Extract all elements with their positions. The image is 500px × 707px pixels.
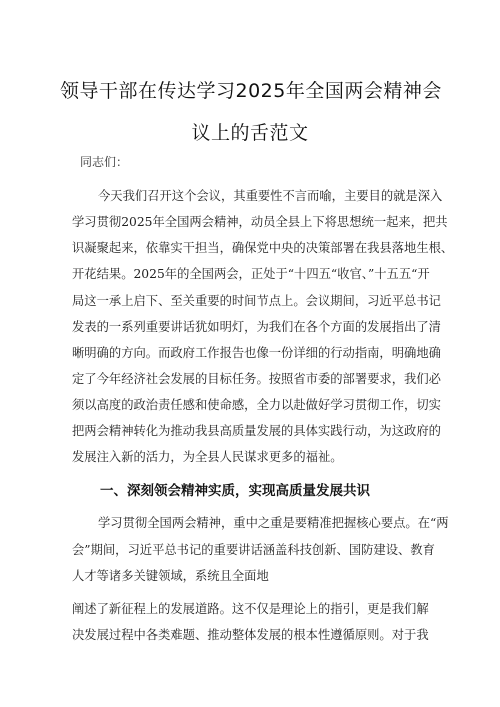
- document-title-line-2: 议上的舌范文: [191, 122, 309, 144]
- paragraph-1-line: 发展注入新的活力，为全县人民谋求更多的福祉。: [72, 450, 343, 464]
- paragraph-2-line: 学习贯彻全国两会精神，重中之重是要精准把握核心要点。在“两: [98, 516, 449, 530]
- salutation: 同志们：: [80, 155, 129, 169]
- paragraph-1-line: 把两会精神转化为推动我县高质量发展的具体实践行动，为这政府的: [72, 424, 441, 438]
- paragraph-1-line: 今天我们召开这个会议，其重要性不言而喻，主要目的就是深入: [98, 189, 443, 203]
- section-heading-1: 一、深刻领会精神实质，实现高质量发展共识: [100, 483, 370, 499]
- paragraph-3-line: 决发展过程中各类难题、推动整体发展的根本性遵循原则。对于我: [72, 628, 429, 642]
- paragraph-1-line: 局这一承上启下、至关重要的时间节点上。会议期间，习近平总书记: [72, 294, 441, 308]
- paragraph-1-line: 学习贯彻2025年全国两会精神，动员全县上下将思想统一起来，把共: [72, 215, 448, 229]
- document-title-line-1: 领导干部在传达学习2025年全国两会精神会: [60, 80, 442, 102]
- paragraph-3-line: 阐述了新征程上的发展道路。这不仅是理论上的指引，更是我们解: [72, 602, 429, 616]
- paragraph-1-line: 须以高度的政治责任感和使命感，全力以赴做好学习贯彻工作，切实: [72, 398, 441, 412]
- paragraph-2-line: 人才等诸多关键领域，系统且全面地: [72, 569, 269, 583]
- paragraph-1-line: 识凝聚起来，依靠实干担当，确保党中央的决策部署在我县落地生根、: [72, 241, 454, 255]
- paragraph-1-line: 晰明确的方向。而政府工作报告也像一份详细的行动指南，明确地确: [72, 346, 441, 360]
- paragraph-1-line: 定了今年经济社会发展的目标任务。按照省市委的部署要求，我们必: [72, 372, 441, 386]
- paragraph-2-line: 会”期间，习近平总书记的重要讲话涵盖科技创新、国防建设、教育: [72, 543, 435, 557]
- paragraph-1-line: 发表的一系列重要讲话犹如明灯，为我们在各个方面的发展指出了清: [72, 320, 441, 334]
- paragraph-1-line: 开花结果。2025年的全国两会，正处于“十四五“收官、”十五五“开: [72, 267, 430, 281]
